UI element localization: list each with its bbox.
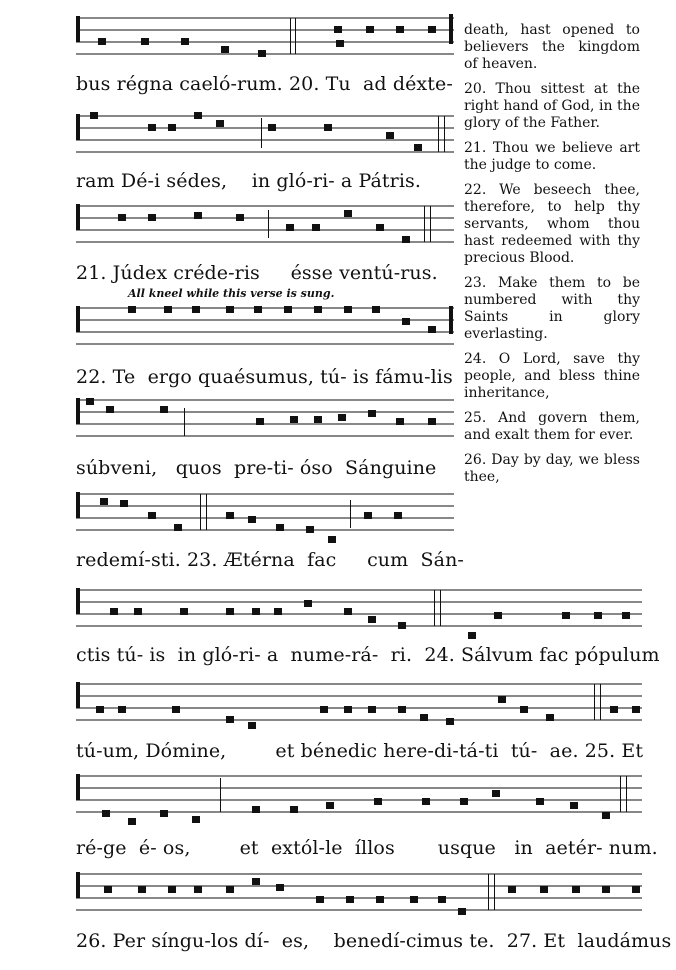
lyric-line-8: tú-um, Dómine, et bénedic here-di-tá-ti tú- ae. 25. Et: [76, 740, 644, 762]
chant-staff-5: [76, 392, 454, 442]
lyric-line-4: 22. Te ergo quaésumus, tú- is fámu-lis: [76, 366, 453, 388]
lyric-line-2: ram Dé-i sédes, in gló-ri- a Pátris.: [76, 170, 422, 192]
rubric-note: All kneel while this verse is sung.: [128, 287, 335, 300]
translation-verse-25: 25. And govern them, and exalt them for ever.: [464, 410, 640, 443]
translation-verse-20: 20. Thou sittest at the right hand of God, in the glory of the Father.: [464, 81, 640, 131]
lyric-line-10: 26. Per síngu-los dí- es, benedí-cimus te. 27. Et laudámus: [76, 930, 672, 952]
chant-staff-9: [76, 768, 642, 828]
lyric-line-9: ré-ge é- os, et extól-le íllos usque in aetér- num.: [76, 837, 658, 859]
lyric-line-3: 21. Júdex créde-ris ésse ventú-rus.: [76, 262, 438, 284]
translation-verse-23: 23. Make them to be numbered with thy Saints in glory everlasting.: [464, 275, 640, 342]
translation-verse-19: death, hast opened to believers the kingdom of heaven.: [464, 22, 640, 72]
translation-verse-22: 22. We beseech thee, therefore, to help thy servants, whom thou hast redeemed with thy precious Blood.: [464, 182, 640, 266]
translation-verse-21: 21. Thou we believe art the judge to come.: [464, 140, 640, 173]
chant-staff-4: [76, 300, 454, 350]
lyric-line-5: súbveni, quos pre-ti- óso Sánguine: [76, 457, 437, 479]
translation-verse-24: 24. O Lord, save thy people, and bless thine inheritance,: [464, 351, 640, 401]
translation-column: [464, 22, 640, 486]
lyric-line-6: redemí-sti. 23. Ætérna fac cum Sán-: [76, 549, 464, 571]
lyric-line-7: ctis tú- is in gló-ri- a nume-rá- ri. 24. Sálvum fac pópulum: [76, 644, 660, 666]
chant-staff-2: [76, 108, 454, 158]
lyric-line-1: bus régna caeló-rum. 20. Tu ad déxte-: [76, 73, 453, 95]
chant-staff-7: [76, 582, 642, 642]
chant-staff-6: [76, 486, 454, 546]
chant-staff-10: [76, 866, 642, 926]
chant-staff-1: [76, 10, 454, 60]
chant-staff-8: [76, 676, 642, 736]
chant-staff-3: [76, 198, 454, 248]
translation-verse-26: 26. Day by day, we bless thee,: [464, 452, 640, 485]
